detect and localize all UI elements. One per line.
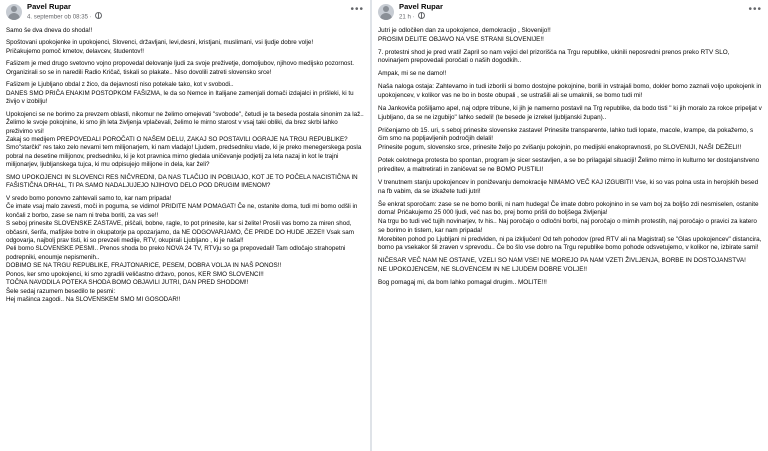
post-paragraph: Fašizem je Ljubljano obdal z žico, da dejavnosti niso potekale tako, kot v svobodi.. DANES SMO PRIČA ENAKIM POSTOPKOM FAŠIZMA, le da so Nemce in Italijane zamenjali domači izdajalci in prišleki, ki tu živijo v izobilju! bbox=[6, 81, 354, 106]
post-paragraph: Jutri je odločilen dan za upokojence, demokracijo , Slovenijo!! PROSIM DELITE OBJAVO NA VSE STRANI SLOVENIJE!! bbox=[378, 27, 551, 43]
post-paragraph: Naša naloga ostaja: Zahtevamo in tudi izborili si bomo dostojne pokojnine, borili in vstrajali bomo, dokler bomo zaznali voljo upokojenk in upokojencev, v kolikor vas ne bo in boste obupali , se ustrašili ali se umaknili, se bomo tudi mi! bbox=[378, 83, 762, 100]
post-paragraph: 7. protestni shod je pred vrati! Zapril so nam vejici del prizorišča na Trgu republike, ukinili neposredni prenos preko RTV SLO, novinarjem prepovedali poročati o naših dogodkih.. bbox=[378, 48, 730, 65]
facebook-post-left bbox=[0, 0, 370, 451]
avatar[interactable] bbox=[6, 4, 22, 20]
facebook-post-right bbox=[372, 0, 768, 451]
post-paragraph: NIČESAR VEČ NAM NE OSTANE, VZELI SO NAM VSE! NE MOREJO PA NAM VZETI ŽIVLJENJA, BORBE IN DOSTOJANSTVA! NE UPOKOJENCEM, NE SLOVENCEM IN NE LJUDEM DOBRE VOLJE!! bbox=[378, 257, 746, 273]
more-icon[interactable]: ••• bbox=[748, 4, 762, 15]
post-timestamp[interactable]: 21 h · bbox=[399, 13, 415, 21]
post-paragraph: V trenutnem stanju upokojencev in poniževanju demokracije NIMAMO VEČ KAJ IZGUBITI! Vse, ki so vas polna usta in herojskih besed na fb vabim, da se izkažete tudi jutri! bbox=[378, 178, 759, 195]
post-meta bbox=[399, 12, 425, 21]
post-paragraph: Fašizem je med drugo svetovno vojno propovedal delovanje ljudi za svoje preživetje, domoljubov, njihovo medijsko pozornost. Organizirali so se in naredili Radio Kričač, tiskali so plakate.. Niso dovolili zatreti slovensko srce! bbox=[6, 60, 354, 76]
post-paragraph: Ampak, mi se ne damo!! bbox=[378, 70, 447, 78]
author-name[interactable]: Pavel Rupar bbox=[399, 2, 443, 11]
post-paragraph: Samo še dva dneva do shoda!! bbox=[6, 27, 93, 34]
more-icon[interactable]: ••• bbox=[350, 4, 364, 15]
post-paragraph: Spoštovani upokojenke in upokojenci, Slovenci, državljani, levi,desni, kristjani, muslimani, vsi ljudje dobre volje! Pričakujemo pomoč kmetov, delavcev, študentov!! bbox=[6, 39, 314, 55]
post-paragraph: Na Jankoviča pošiljamo apel, naj odpre tribune, ki jih je namerno postavil na Trg republike, da bodo tisti " ki jih moralo za rokce pripeljat v Ljubljano, da se ne izgubijo" lahko sedeli! (te besede je izrekel ljubljanski župan).. bbox=[378, 105, 762, 121]
post-header bbox=[0, 0, 370, 26]
post-paragraph: Bog pomagaj mi, da bom lahko pomagal drugim.. MOLITE!!! bbox=[378, 278, 547, 286]
post-meta bbox=[27, 12, 102, 21]
post-paragraph: Upokojenci se ne borimo za prevzem oblasti, nikomur ne želimo omejevati "svobode", četudi je ta beseda postala sinonim za laž.. Želimo le svoje pokojnine, ki smo jih leta življenja vplačevali, želimo le mirno starost v vsaj taki obliki, da brez skrbi lahko preživimo vsi! Zakaj so medijem PREPOVEDALI POROČATI O NAŠEM DELU, ZAKAJ SO POSTAVILI OGRAJE NA TRGU REPUBLIKE? Smo"starčki" res tako zelo nevarni tem milijonarjem, ki nam vladajo! Ljudem, predsedniku vlade, ki je preko menegerskega posla pobral na desetine milijonov, predsedniku, ki je kot pravnica mirno gledala uničevanje podjetij za leta nazaj in kot le trajni milijonarjev, ljubljanskega tujca, ki mu odpisujejo milijone in dela, kar želi? bbox=[6, 110, 364, 169]
post-paragraph: Še enkrat sporočam: zase se ne bomo borili, ni nam hudega! Če imate dobro pokojnino in se vam boj za boljšo zdi nesmiselen, ostanite doma! Pričakujemo 25 000 ljudi, več nas bo, prej bomo prišli do boljšega življenja! Na trgu bo tudi več tujih novinarjev, tv his.. Naj poročajo o odločni borbi, naj poročajo o mirnih protestih, naj poročajo o pravici za katero se borimo in tistem, kar nam pripada! Morebiten pohod po Ljubljani ni predviden, ni pa izključen! Od teh pohodov (pred RTV ali na Magistrat) se "Glas upokojencev" distancira, bomo pa vsekakor šli zraven v sprevodu.. Če bo šlo vse dobro na Trgu republike bomo pohode odsvetujemo, v kolikor ne, izbirate sami! bbox=[378, 200, 762, 252]
post-paragraph: V sredo bomo ponovno zahtevali samo to, kar nam pripada! Če imate vsaj malo zavesti, moči in poguma, se vidimo! PRIDITE NAM POMAGAT! Če ne, ostanite doma, tudi mi bomo odšli in končali z borbo, zase se nam ni treba boriti, za vas se!! S seboj prinesite SLOVENSKE ZASTAVE, piščali, bobne, ragle, to pot prinesite, kar si želite! Prosili vas bomo za miren shod, občasni, šerifa, mafijske botre in okupatorje pa opozarjamo, da NE ODGOVARJAMO, ČE PRIDE DO HUDE JEZE!! Vsak sam odgovarja, najbolj prav tisti, ki so prevzeli medije, RTV, okupirali Ljubljano , ki je naša!! Peli bomo SLOVENSKE PESMI.. Prenos shoda bo preko NOVA 24 TV, RTVju so ga prepovedali! Tam odločajo strahopetni podrepniki, enoumje nepismenih.. DOBIMO SE NA TRGU REPUBLIKE, FRAJTONARICE, PESEM, DOBRA VOLJA IN NAŠ PONOS!! Ponos, ker smo upokojenci, ki smo zgradili veličastno državo, ponos, KER SMO SLOVENCI!! TOČNA NAVODILA POTEKA SHODA BOMO OBJAVILI JUTRI, DAN PRED SHODOM!! Šele sedaj razumem besedilo te pesmi: Hej mašinca zagodi.. Na SLOVENSKEM SMO MI GOSODAR!! bbox=[6, 194, 358, 304]
globe-icon bbox=[95, 12, 102, 19]
author-name[interactable]: Pavel Rupar bbox=[27, 2, 71, 11]
post-content bbox=[378, 27, 762, 292]
post-timestamp[interactable]: 4. september ob 08:35 · bbox=[27, 13, 92, 21]
avatar[interactable] bbox=[378, 4, 394, 20]
post-paragraph: Potek celotnega protesta bo spontan, program je sicer sestavljen, a se bo prilagajal situaciji! Želimo mirno in kulturno ter dostojanstveno prireditev, a maltretirati in zaničevat se ne BOMO PUSTILI! bbox=[378, 157, 760, 173]
post-paragraph: Pričenjamo ob 15. uri, s seboj prinesite slovenske zastave! Prinesite transparente, lahko tudi lopate, macole, krampe, da pokažemo, s čim smo na popljavljenih področjih delali! Prinesite pogum, slovensko srce, prinesite željo po zvišanju pokojnin, po medijski enakopravnosti, po SLOVENIJI, NAŠI DEŽELI!! bbox=[378, 126, 754, 152]
post-header bbox=[372, 0, 768, 26]
post-paragraph: SMO UPOKOJENCI IN SLOVENCI RES NIČVREDNI, DA NAS TLAČIJO IN POBIJAJO, KOT JE TO POČELA NACISTIČNA IN FAŠISTIČNA DRHAL, TI PA SAMO NADALJUJEJO NJIHOVO DELO POD DRUGIM IMENOM? bbox=[6, 173, 358, 190]
post-content bbox=[6, 27, 364, 309]
globe-icon bbox=[418, 12, 425, 19]
